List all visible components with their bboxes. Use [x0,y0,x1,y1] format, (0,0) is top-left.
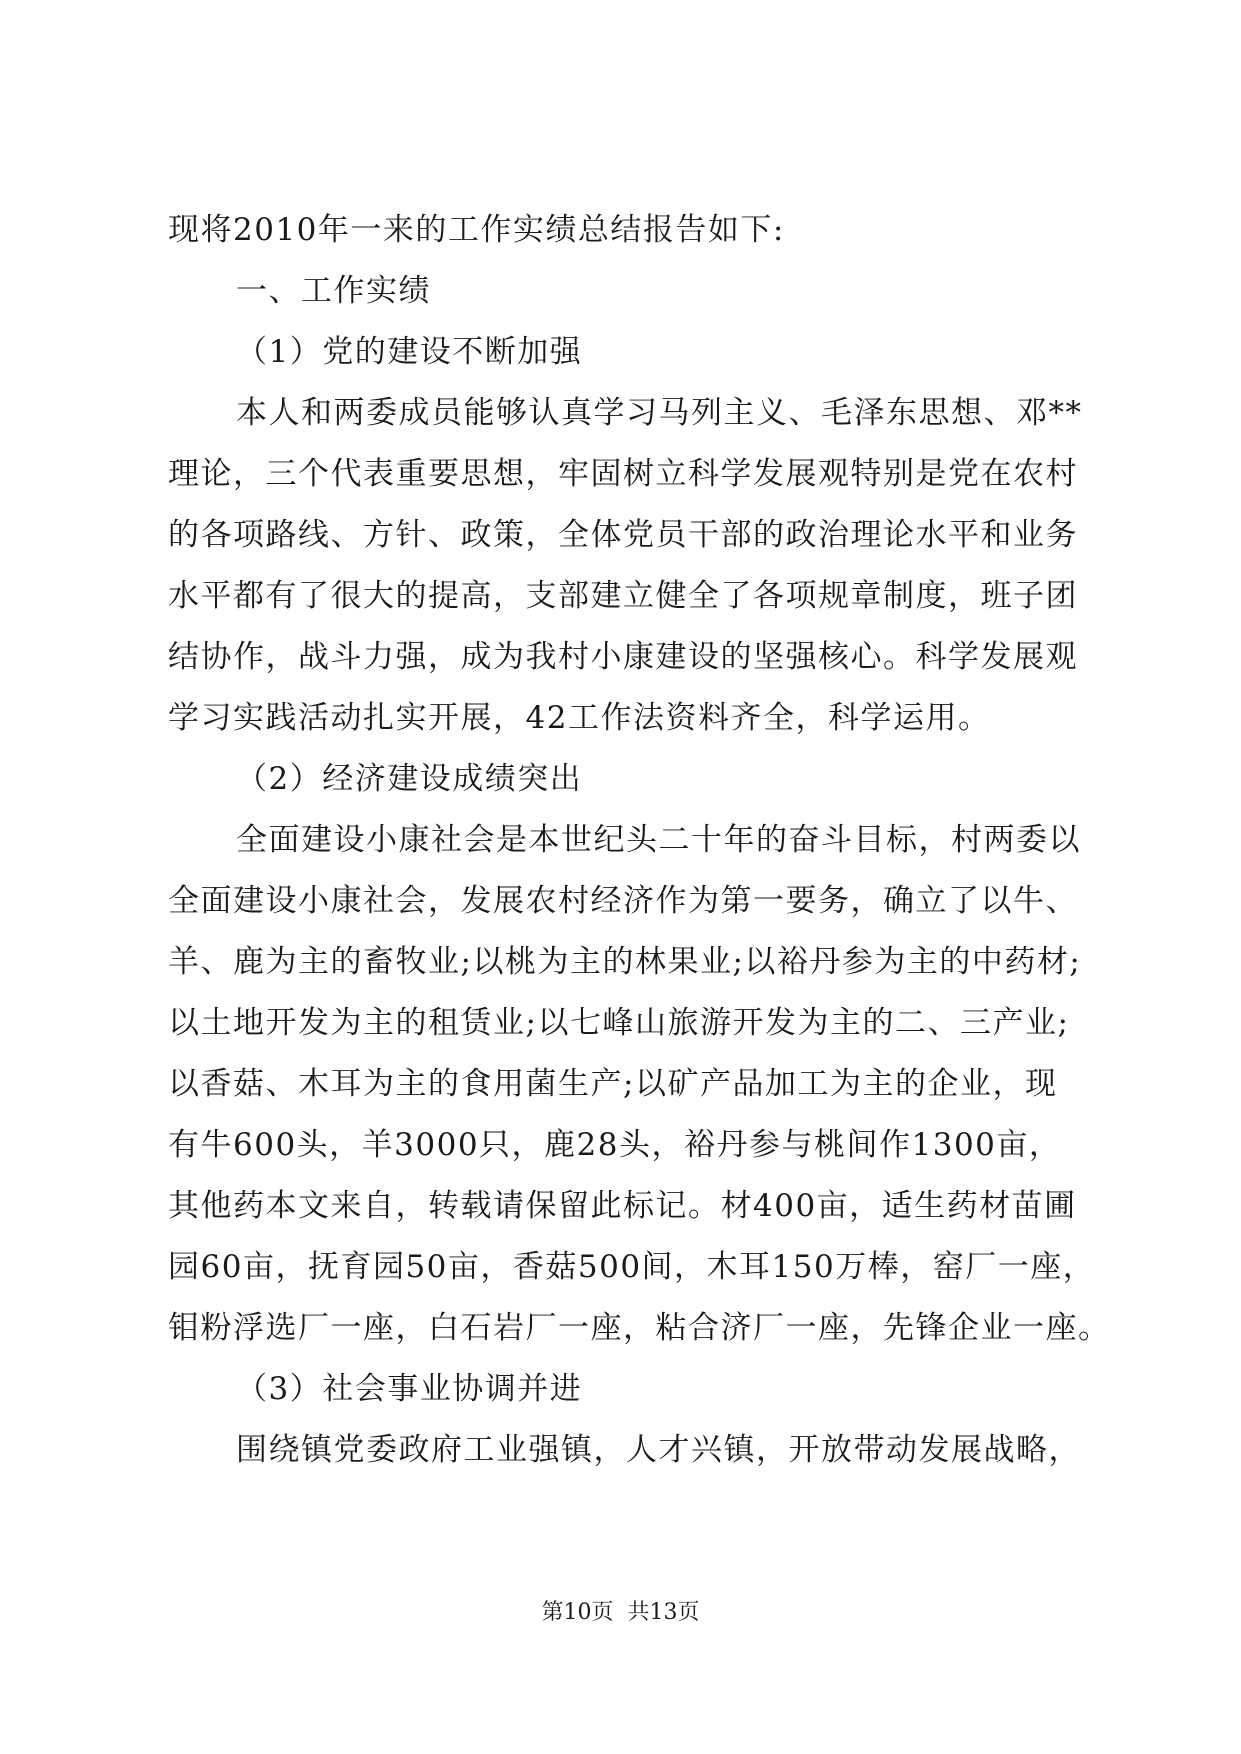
subsection-heading: （1）党的建设不断加强 [236,334,583,370]
text-line: 钼粉浮选厂一座，白石岩厂一座，粘合济厂一座，先锋企业一座。 [168,1310,1111,1346]
text-line: 围绕镇党委政府工业强镇，人才兴镇，开放带动发展战略， [236,1432,1081,1468]
document-body [168,200,1111,1481]
page-total: 共13页 [627,1600,700,1625]
text-line: 本人和两委成员能够认真学习马列主义、毛泽东思想、邓** [236,395,1083,431]
text-line: 全面建设小康社会，发展农村经济作为第一要务，确立了以牛、 [168,883,1078,919]
subsection-heading: （2）经济建设成绩突出 [236,761,583,797]
text-line: 结协作，战斗力强，成为我村小康建设的坚强核心。科学发展观 [168,639,1078,675]
text-line: 水平都有了很大的提高，支部建立健全了各项规章制度，班子团 [168,578,1078,614]
section-heading: 一、工作实绩 [236,273,431,309]
page-footer [0,1595,1241,1626]
text-line: 现将2010年一来的工作实绩总结报告如下: [168,212,785,248]
text-line: 其他药本文来自，转载请保留此标记。材400亩，适生药材苗圃 [168,1188,1077,1224]
text-line: 理论，三个代表重要思想，牢固树立科学发展观特别是党在农村 [168,456,1078,492]
text-line: 园60亩，抚育园50亩，香菇500间，木耳150万棒，窑厂一座， [168,1249,1096,1285]
page-number: 第10页 [541,1600,614,1625]
text-line: 羊、鹿为主的畜牧业;以桃为主的林果业;以裕丹参为主的中药材; [168,944,1082,980]
text-line: 学习实践活动扎实开展，42工作法资料齐全，科学运用。 [168,700,991,736]
subsection-heading: （3）社会事业协调并进 [236,1371,583,1407]
text-line: 的各项路线、方针、政策，全体党员干部的政治理论水平和业务 [168,517,1078,553]
text-line: 以香菇、木耳为主的食用菌生产;以矿产品加工为主的企业，现 [168,1066,1058,1102]
text-line: 全面建设小康社会是本世纪头二十年的奋斗目标，村两委以 [236,822,1081,858]
text-line: 有牛600头，羊3000只，鹿28头，裕丹参与桃间作1300亩， [168,1127,1062,1163]
text-line: 以土地开发为主的租赁业;以七峰山旅游开发为主的二、三产业; [168,1005,1070,1041]
